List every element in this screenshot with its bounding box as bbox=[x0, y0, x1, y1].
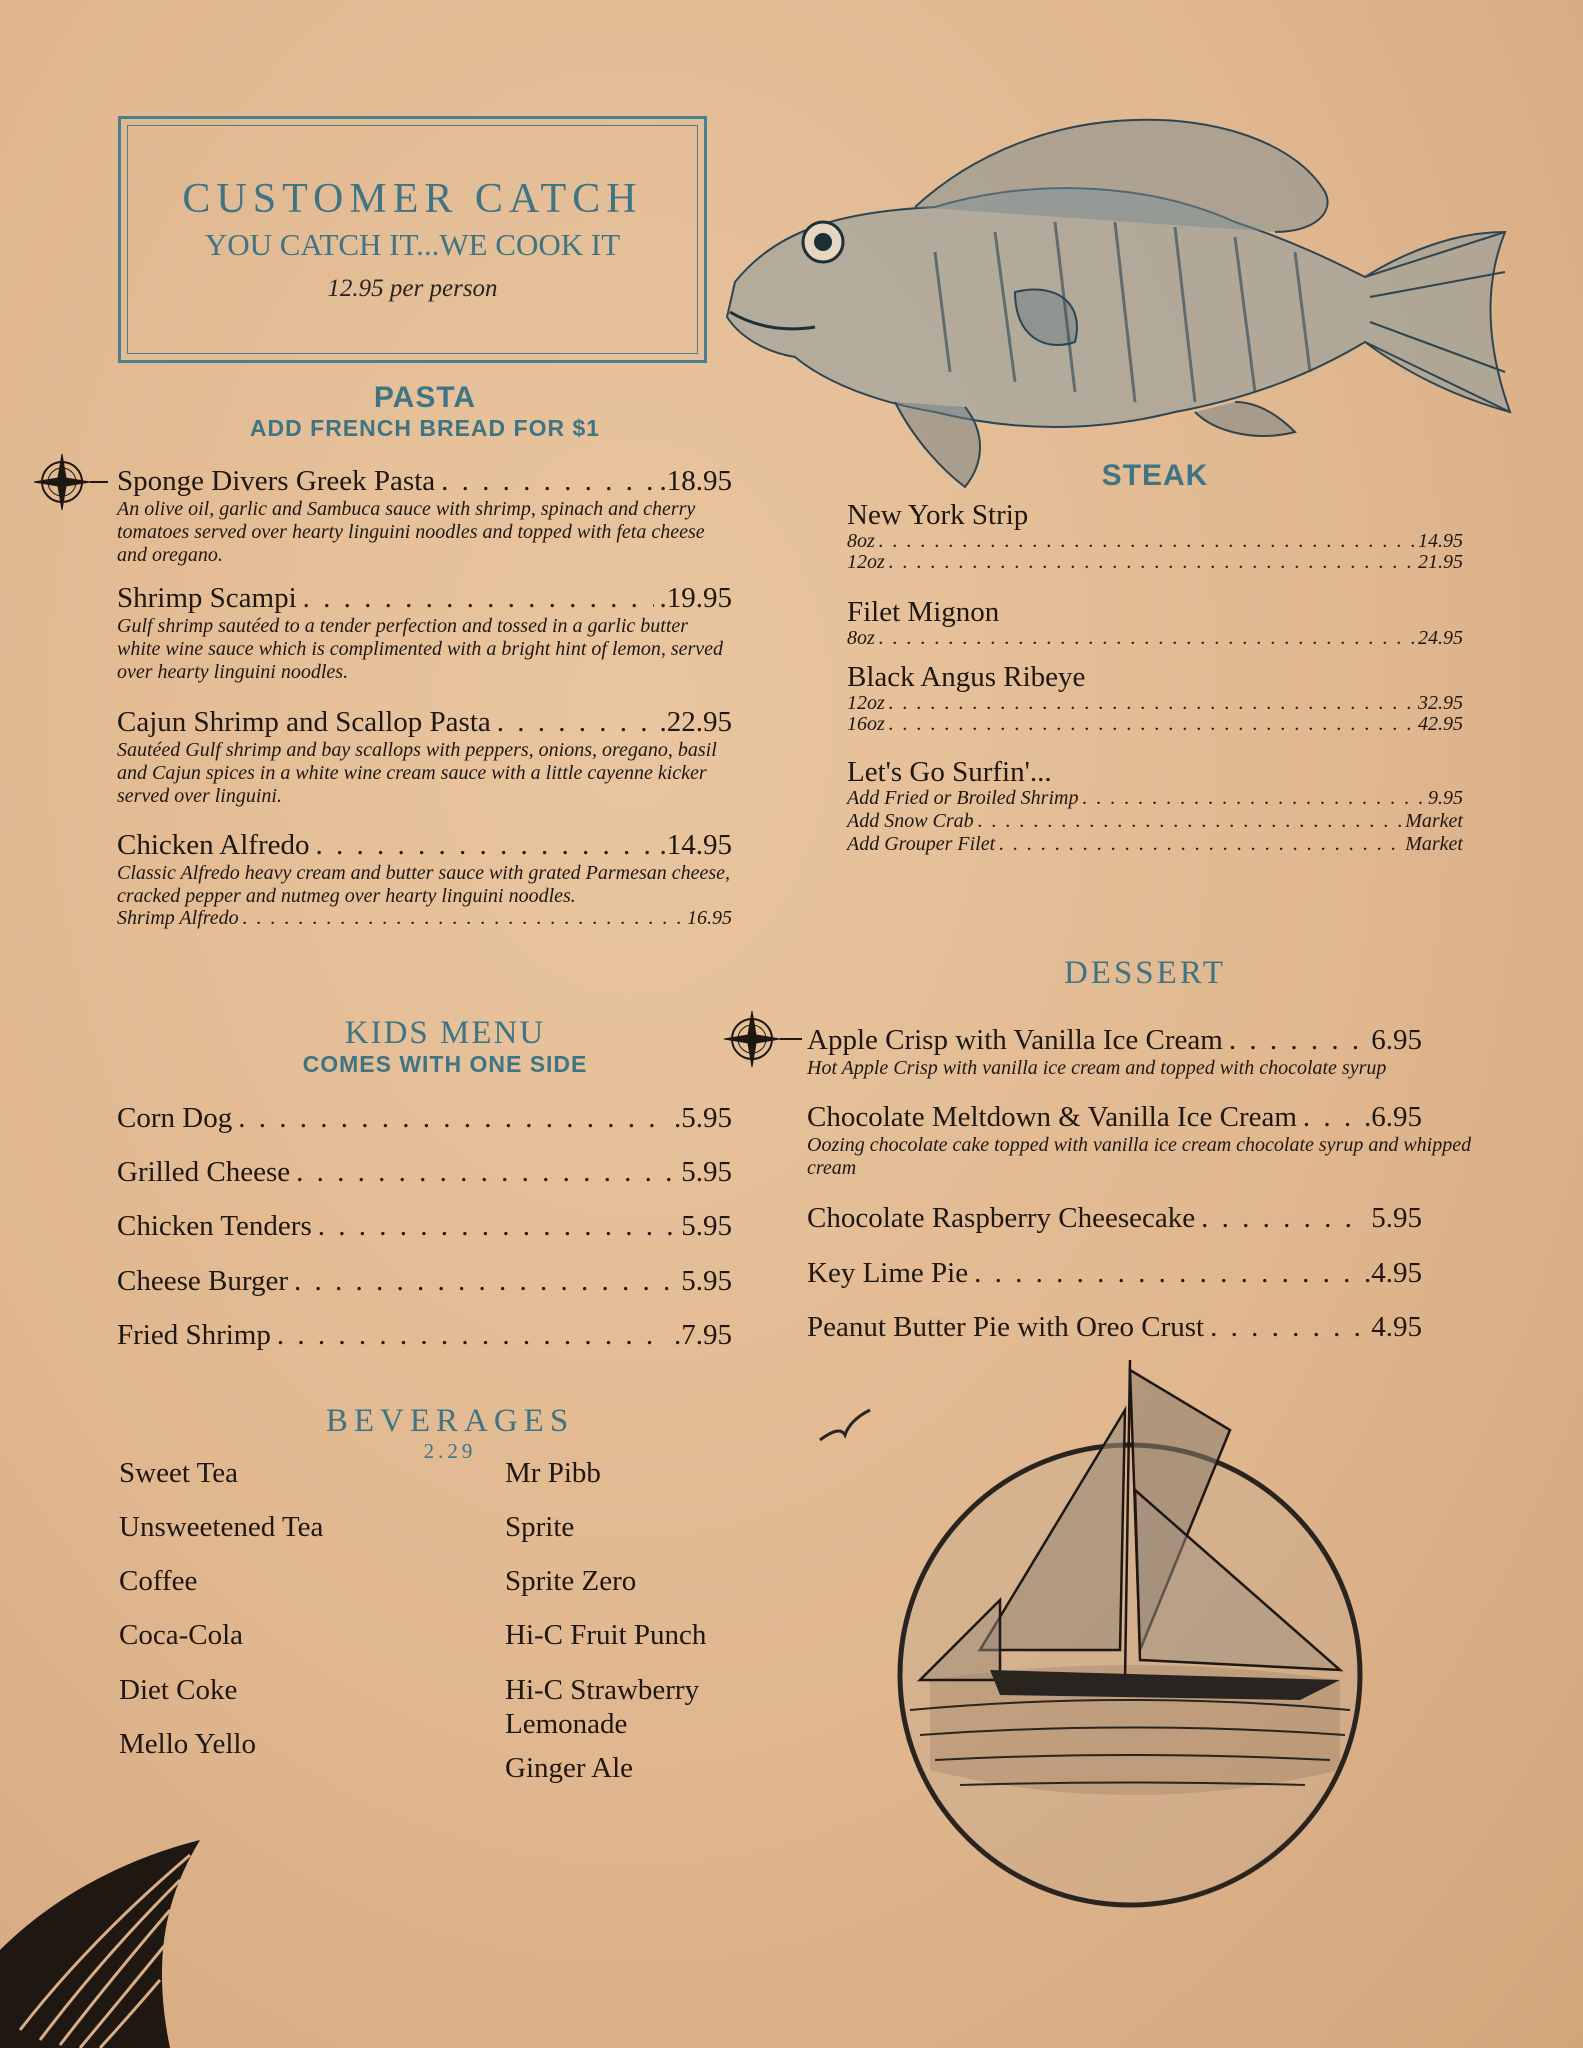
item-description: An olive oil, garlic and Sambuca sauce with shrimp, spinach and cherry tomatoes served over hearty linguini noodles and topped with feta cheese and oregano. bbox=[117, 498, 705, 566]
pasta-subheading: ADD FRENCH BREAD FOR $1 bbox=[249, 415, 601, 441]
size-price: 32.95 bbox=[1418, 692, 1463, 714]
beverage-item: Sweet Tea bbox=[119, 1457, 239, 1489]
dessert-item bbox=[807, 1257, 1422, 1289]
addon-price: Market bbox=[1405, 810, 1463, 832]
item-description: Sautéed Gulf shrimp and bay scallops with peppers, onions, oregano, basil and Cajun spices in a white wine cream sauce with a little cayenne kicker served over linguini. bbox=[117, 739, 717, 807]
beverage-item: Hi-C Fruit Punch bbox=[505, 1619, 707, 1651]
item-name: Peanut Butter Pie with Oreo Crust bbox=[807, 1311, 1205, 1343]
addon-name: Add Snow Crab bbox=[847, 810, 974, 832]
kids-heading: KIDS MENU bbox=[344, 1015, 546, 1051]
item-price: .18.95 bbox=[659, 465, 732, 497]
dessert-item bbox=[807, 1311, 1422, 1343]
steak-item bbox=[847, 596, 1463, 649]
item-description: Classic Alfredo heavy cream and butter sauce with grated Parmesan cheese, cracked pepper and nutmeg over hearty linguini noodles. bbox=[117, 862, 731, 907]
item-price: .4.95 bbox=[1364, 1257, 1422, 1289]
beverage-item: Unsweetened Tea bbox=[119, 1511, 324, 1543]
item-price: 6.95 bbox=[1371, 1024, 1422, 1056]
addon-name: Add Fried or Broiled Shrimp bbox=[847, 787, 1079, 809]
beverage-item: Sprite bbox=[505, 1511, 575, 1543]
size-label: 12oz bbox=[847, 551, 885, 573]
pasta-item bbox=[117, 465, 732, 567]
item-description: Hot Apple Crisp with vanilla ice cream and topped with chocolate syrup bbox=[807, 1057, 1387, 1079]
beverages-heading: BEVERAGES bbox=[325, 1403, 575, 1439]
addon-name: Shrimp Alfredo bbox=[117, 907, 239, 929]
size-label: 8oz bbox=[847, 627, 875, 649]
addon-price: 9.95 bbox=[1428, 787, 1463, 809]
item-name: Grilled Cheese bbox=[117, 1156, 291, 1188]
addon-price: Market bbox=[1405, 833, 1463, 855]
item-name: Key Lime Pie bbox=[807, 1257, 969, 1289]
customer-catch-price: 12.95 per person bbox=[327, 275, 498, 302]
pasta-item bbox=[117, 829, 732, 929]
beverages-price: 2.29 bbox=[423, 1439, 477, 1463]
beverage-item: Hi-C Strawberry Lemonade bbox=[505, 1674, 700, 1740]
pasta-item bbox=[117, 706, 732, 808]
item-name: Sponge Divers Greek Pasta bbox=[117, 465, 436, 497]
item-name: Chicken Tenders bbox=[117, 1210, 312, 1242]
item-name: Chicken Alfredo bbox=[117, 829, 310, 861]
pasta-heading: PASTA bbox=[373, 381, 477, 414]
item-price: 4.95 bbox=[1371, 1311, 1422, 1343]
item-description: Gulf shrimp sautéed to a tender perfection and tossed in a garlic butter white wine sauce which is complimented with a bright hint of lemon, served over hearty linguini noodles. bbox=[117, 615, 724, 683]
seagull-icon bbox=[815, 1405, 875, 1445]
dessert-heading: DESSERT bbox=[1063, 955, 1227, 991]
item-price: .14.95 bbox=[659, 829, 732, 861]
item-name: Cajun Shrimp and Scallop Pasta bbox=[117, 706, 491, 738]
kids-item bbox=[117, 1319, 732, 1351]
item-price: 5.95 bbox=[681, 1265, 732, 1297]
kids-subheading: COMES WITH ONE SIDE bbox=[302, 1051, 588, 1077]
steak-item bbox=[847, 499, 1463, 573]
kids-item bbox=[117, 1210, 732, 1242]
compass-rose-icon bbox=[30, 450, 110, 514]
surf-addons bbox=[847, 756, 1463, 855]
beverage-item: Mr Pibb bbox=[505, 1457, 601, 1489]
fish-tail-illustration bbox=[0, 1830, 210, 2048]
item-name: Shrimp Scampi bbox=[117, 582, 297, 614]
dessert-item bbox=[807, 1024, 1482, 1080]
size-label: 8oz bbox=[847, 530, 875, 552]
steak-heading: STEAK bbox=[1101, 459, 1209, 492]
steak-item bbox=[847, 661, 1463, 735]
item-price: .19.95 bbox=[659, 582, 732, 614]
item-name: Let's Go Surfin'... bbox=[847, 756, 1052, 788]
beverage-item: Sprite Zero bbox=[505, 1565, 637, 1597]
size-price: 24.95 bbox=[1418, 627, 1463, 649]
item-name: Corn Dog bbox=[117, 1102, 233, 1134]
size-price: 21.95 bbox=[1418, 551, 1463, 573]
item-name: Black Angus Ribeye bbox=[847, 661, 1086, 693]
addon-price: 16.95 bbox=[687, 907, 732, 929]
item-name: Fried Shrimp bbox=[117, 1319, 271, 1351]
beverage-item: Coca-Cola bbox=[119, 1619, 244, 1651]
item-name: New York Strip bbox=[847, 499, 1029, 531]
size-label: 16oz bbox=[847, 713, 885, 735]
pasta-item bbox=[117, 582, 732, 684]
item-name: Chocolate Raspberry Cheesecake bbox=[807, 1202, 1196, 1234]
dessert-item bbox=[807, 1202, 1422, 1234]
kids-item bbox=[117, 1102, 732, 1134]
size-label: 12oz bbox=[847, 692, 885, 714]
item-price: 5.95 bbox=[681, 1210, 732, 1242]
item-price: 5.95 bbox=[1371, 1202, 1422, 1234]
item-price: .7.95 bbox=[674, 1319, 732, 1351]
size-price: 14.95 bbox=[1418, 530, 1463, 552]
beverage-item: Mello Yello bbox=[119, 1728, 256, 1760]
item-name: Cheese Burger bbox=[117, 1265, 288, 1297]
customer-catch-subtitle: YOU CATCH IT...WE COOK IT bbox=[204, 227, 621, 262]
customer-catch-title: CUSTOMER CATCH bbox=[182, 176, 643, 222]
item-description: Oozing chocolate cake topped with vanilla ice cream chocolate syrup and whipped cream bbox=[807, 1134, 1472, 1179]
item-name: Chocolate Meltdown & Vanilla Ice Cream bbox=[807, 1101, 1297, 1133]
item-price: .6.95 bbox=[1364, 1101, 1422, 1133]
sailboat-illustration bbox=[800, 1350, 1440, 1910]
grouper-fish-illustration bbox=[715, 112, 1515, 492]
dessert-item bbox=[807, 1101, 1482, 1180]
item-price: 5.95 bbox=[681, 1156, 732, 1188]
beverage-item: Ginger Ale bbox=[505, 1752, 634, 1784]
beverage-item: Coffee bbox=[119, 1565, 198, 1597]
customer-catch-box bbox=[118, 116, 707, 363]
item-price: .22.95 bbox=[659, 706, 732, 738]
size-price: 42.95 bbox=[1418, 713, 1463, 735]
beverage-item: Diet Coke bbox=[119, 1674, 238, 1706]
item-price: .5.95 bbox=[674, 1102, 732, 1134]
addon-name: Add Grouper Filet bbox=[847, 833, 996, 855]
compass-rose-icon bbox=[720, 1007, 804, 1071]
item-name: Filet Mignon bbox=[847, 596, 1000, 628]
kids-item bbox=[117, 1156, 732, 1188]
kids-item bbox=[117, 1265, 732, 1297]
item-name: Apple Crisp with Vanilla Ice Cream bbox=[807, 1024, 1223, 1056]
